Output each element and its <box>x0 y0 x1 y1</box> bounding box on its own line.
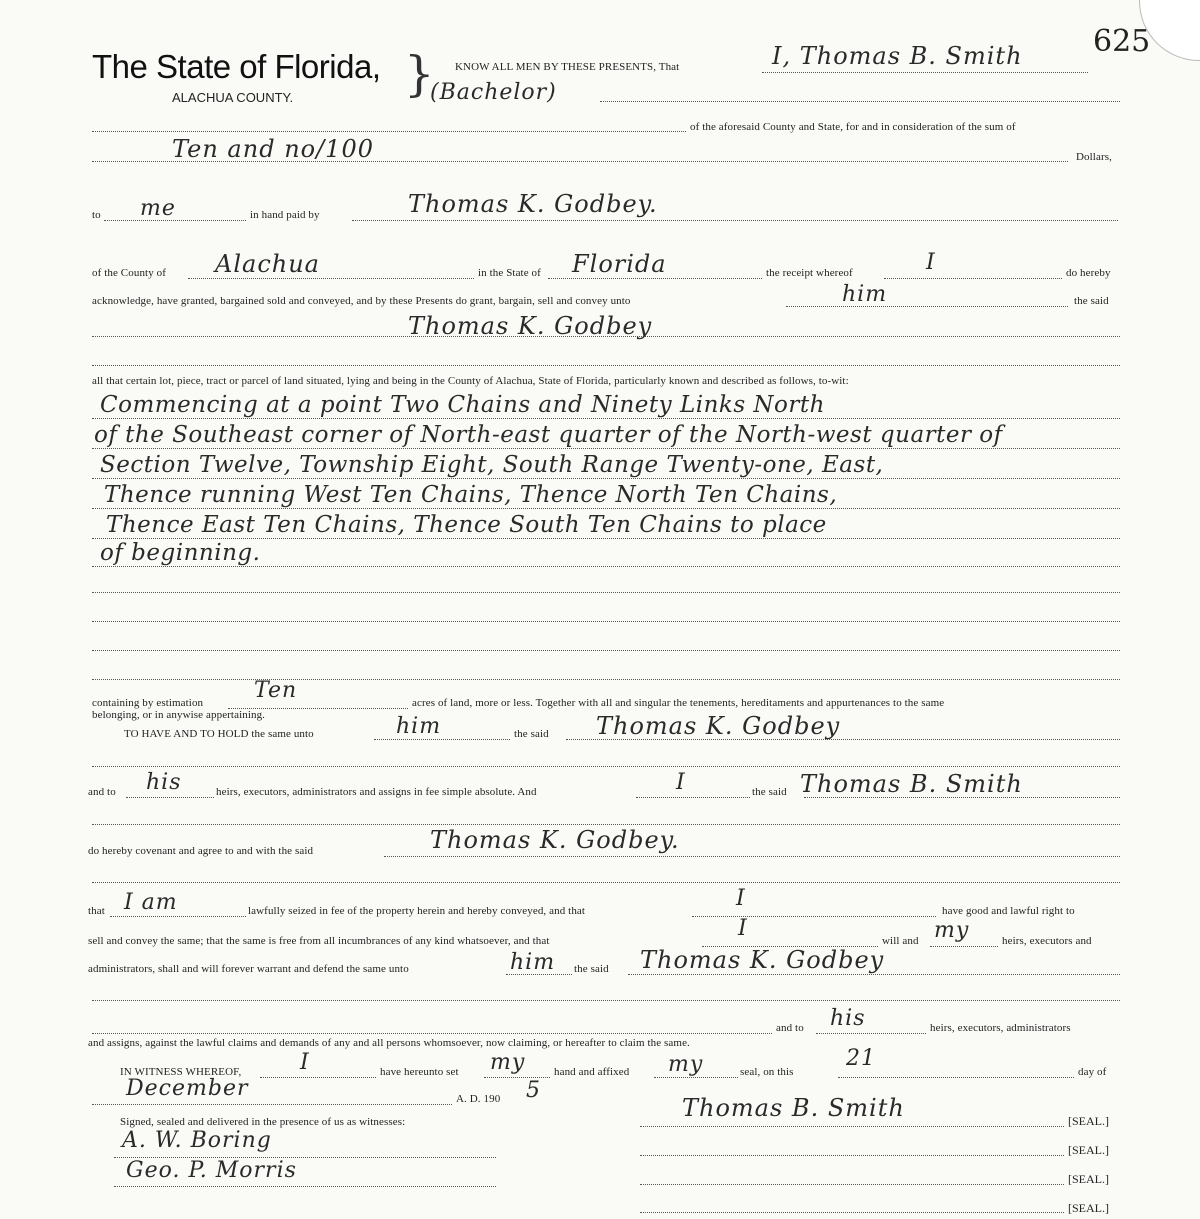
consideration-amount: Ten and no/100 <box>172 135 374 163</box>
grantor-status: (Bachelor) <box>430 80 557 105</box>
containing-text: acres of land, more or less. Together with all and singular the tenements, hereditaments and appurtenances to the same <box>412 697 945 709</box>
year-digit: 5 <box>526 1078 541 1103</box>
unto-pronoun: him <box>842 282 888 307</box>
land-intro-text: all that certain lot, piece, tract or parcel of land situated, lying and being in the County of Alachua, State of Florida, particularly known and described as follows, to-wit: <box>92 375 849 387</box>
assigns-heirs: heirs, executors, administrators <box>930 1022 1071 1034</box>
heirs-executors-label: heirs, executors and <box>1002 935 1092 947</box>
county-label: ALACHUA COUNTY. <box>172 90 294 105</box>
affixed-pronoun: my <box>668 1052 704 1077</box>
grantor-signature: Thomas B. Smith <box>682 1094 905 1122</box>
my-pronoun: my <box>934 918 970 943</box>
state-name: Florida <box>572 250 667 278</box>
in-state-label: in the State of <box>478 267 541 279</box>
have-set-label: have hereunto set <box>380 1066 459 1078</box>
ad-label: A. D. 190 <box>456 1093 501 1105</box>
receipt-label: the receipt whereof <box>766 267 853 279</box>
witness-two-name: Geo. P. Morris <box>126 1158 297 1183</box>
covenant-grantee: Thomas K. Godbey. <box>430 826 680 854</box>
heirs-text: heirs, executors, administrators and assigns in fee simple absolute. And <box>216 786 537 798</box>
to-recipient: me <box>140 196 176 221</box>
and-to-label: and to <box>88 786 116 798</box>
description-line: Section Twelve, Township Eight, South Range Twenty-one, East, <box>100 452 884 478</box>
heirs-grantor: Thomas B. Smith <box>800 770 1023 798</box>
county-name: Alachua <box>215 250 320 278</box>
receipt-pronoun: I <box>926 250 936 275</box>
witness-whereof: IN WITNESS WHEREOF, <box>120 1066 242 1078</box>
day-of-label: day of <box>1078 1066 1107 1078</box>
seal-label: [SEAL.] <box>1068 1172 1109 1186</box>
to-label: to <box>92 209 101 221</box>
in-hand-paid-label: in hand paid by <box>250 209 320 221</box>
warrant-text: administrators, shall and will forever warrant and defend the same unto <box>88 963 409 975</box>
habendum-text: TO HAVE AND TO HOLD the same unto <box>124 728 314 740</box>
covenant-text: do hereby covenant and agree to and with the said <box>88 845 314 857</box>
belonging-text: belonging, or in anywise appertaining. <box>92 709 266 721</box>
assigns-and-to: and to <box>776 1022 804 1034</box>
seal-label: [SEAL.] <box>1068 1114 1109 1128</box>
have-good-label: have good and lawful right to <box>942 905 1075 917</box>
seized-pronoun: I <box>736 886 746 911</box>
dollars-label: Dollars, <box>1076 151 1112 163</box>
consideration-text: of the aforesaid County and State, for and in consideration of the sum of <box>690 121 1016 133</box>
description-line: of the Southeast corner of North-east quarter of the North-west quarter of <box>94 422 1003 448</box>
brace-glyph: } <box>404 46 435 102</box>
that-label: that <box>88 905 105 917</box>
habendum-the-said: the said <box>514 728 549 740</box>
know-all-text: KNOW ALL MEN BY THESE PRESENTS, That <box>455 61 680 73</box>
sell-pronoun: I <box>738 916 748 941</box>
warrant-pronoun: him <box>510 950 556 975</box>
seized-text: lawfully seized in fee of the property herein and hereby conveyed, and that <box>248 905 586 917</box>
month-name: December <box>126 1076 249 1101</box>
do-hereby-label: do hereby <box>1066 267 1111 279</box>
set-pronoun: my <box>490 1050 526 1075</box>
acres-count: Ten <box>254 678 298 703</box>
seal-on-label: seal, on this <box>740 1066 794 1078</box>
description-line: Thence running West Ten Chains, Thence North Ten Chains, <box>104 482 838 508</box>
assigns-text: and assigns, against the lawful claims and demands of any and all persons whomsoever, now claiming, or hereafter to claim the same. <box>88 1037 690 1049</box>
seal-label: [SEAL.] <box>1068 1143 1109 1157</box>
habendum-grantee: Thomas K. Godbey <box>596 712 841 740</box>
grantee-name: Thomas K. Godbey <box>408 312 653 340</box>
seal-label: [SEAL.] <box>1068 1201 1109 1215</box>
payer-name: Thomas K. Godbey. <box>408 190 658 218</box>
description-line: Commencing at a point Two Chains and Ninety Links North <box>100 392 825 418</box>
heirs-pronoun: his <box>146 770 182 795</box>
warrant-the-said: the said <box>574 963 609 975</box>
document-title: The State of Florida, <box>92 48 381 85</box>
will-and-label: will and <box>882 935 919 947</box>
witness-one-name: A. W. Boring <box>122 1128 272 1153</box>
day-number: 21 <box>846 1046 876 1071</box>
witness-pronoun: I <box>300 1050 310 1075</box>
description-line: Thence East Ten Chains, Thence South Ten Chains to place <box>106 512 827 538</box>
hand-affixed-label: hand and affixed <box>554 1066 630 1078</box>
the-said-label: the said <box>1074 295 1109 307</box>
i-am-text: I am <box>124 890 178 915</box>
and-pronoun: I <box>676 770 686 795</box>
grantor-name: I, Thomas B. Smith <box>772 42 1023 70</box>
acknowledge-text: acknowledge, have granted, bargained sold and conveyed, and by these Presents do grant, bargain, sell and convey unto <box>92 295 631 307</box>
of-county-label: of the County of <box>92 267 167 279</box>
description-line: of beginning. <box>100 540 261 566</box>
signed-text: Signed, sealed and delivered in the presence of us as witnesses: <box>120 1116 406 1128</box>
habendum-pronoun: him <box>396 714 442 739</box>
containing-label: containing by estimation <box>92 697 204 709</box>
assigns-pronoun: his <box>830 1006 866 1031</box>
sell-text: sell and convey the same; that the same is free from all incumbrances of any kind whatsoever, and that <box>88 935 550 947</box>
page-number: 625 <box>1093 24 1151 59</box>
heirs-the-said: the said <box>752 786 787 798</box>
warrant-grantee: Thomas K. Godbey <box>640 946 885 974</box>
